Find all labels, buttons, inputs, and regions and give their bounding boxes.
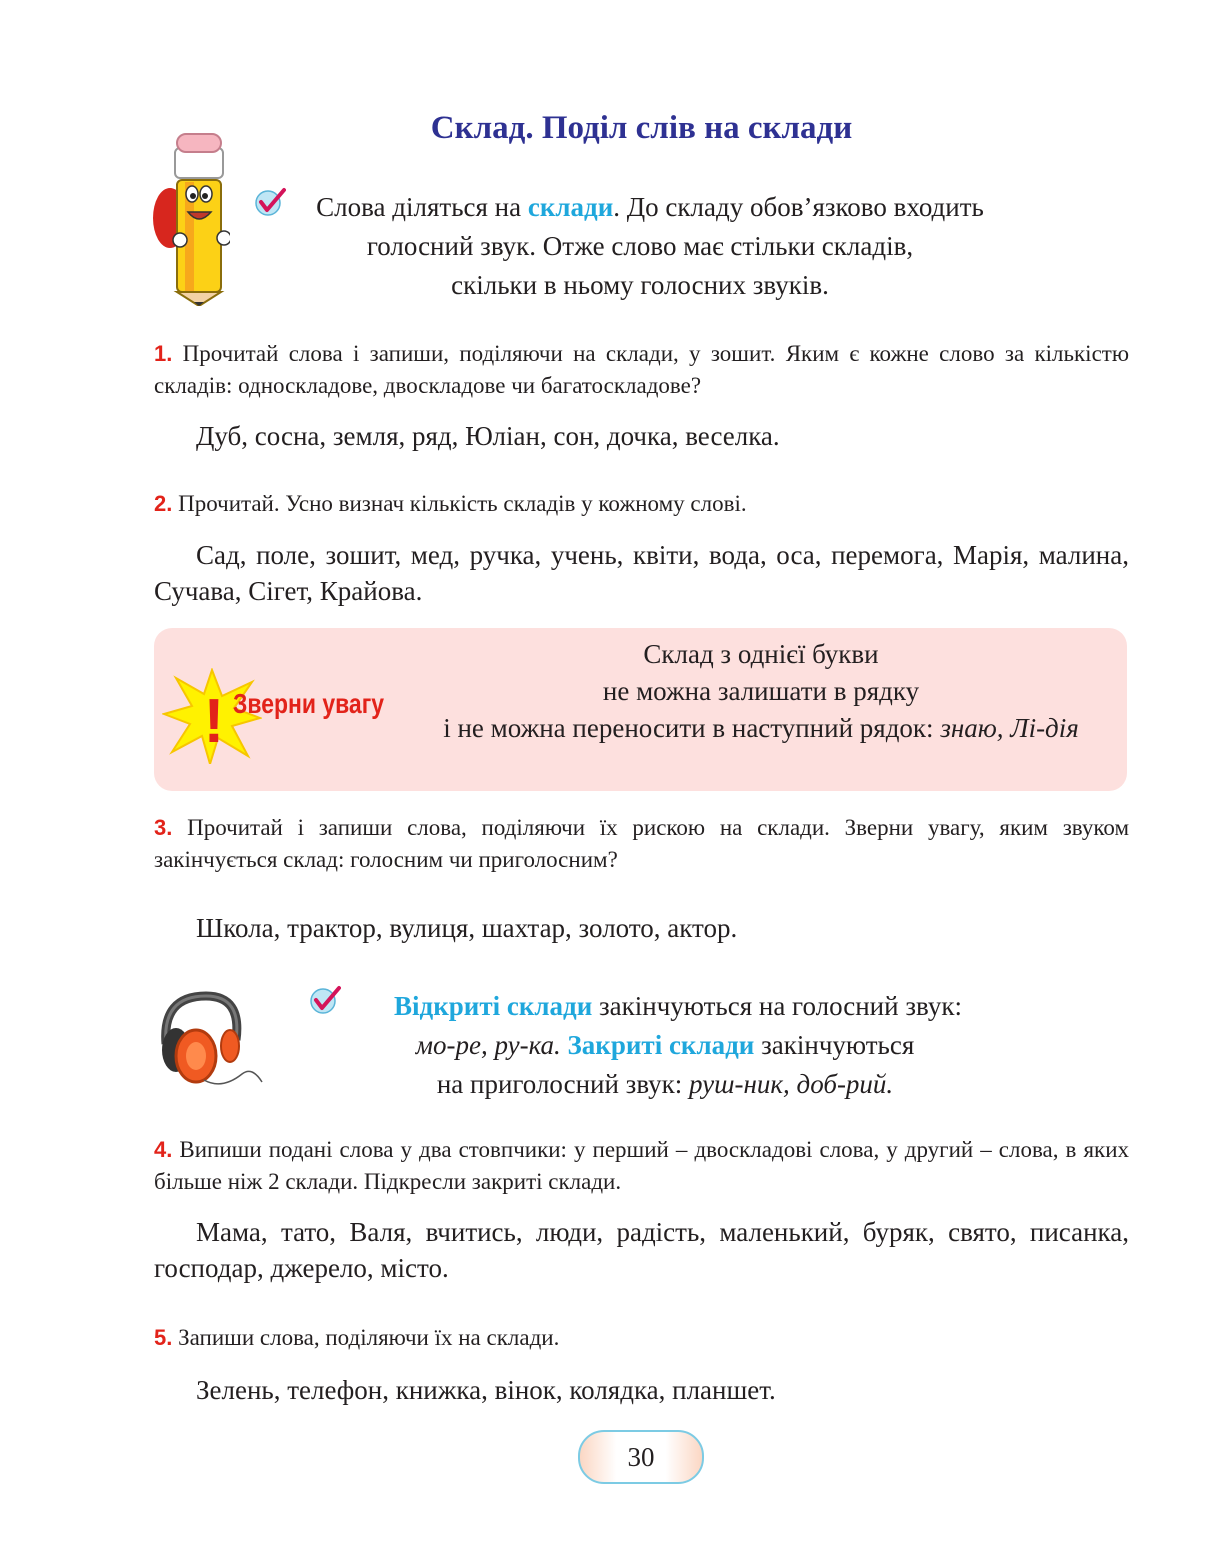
task-1 bbox=[154, 338, 1129, 402]
attention-line: не можна залишати в рядку bbox=[602, 676, 920, 706]
task-1-words: Дуб, сосна, земля, ряд, Юліан, сон, дочка, веселка. bbox=[196, 421, 780, 451]
task-4 bbox=[154, 1134, 1129, 1198]
open-example: мо-ре, ру-ка. bbox=[415, 1030, 561, 1060]
rule-text: . До складу обов’язково входить bbox=[613, 192, 984, 222]
task-text: Прочитай. Усно визнач кількість складів у кожному слові. bbox=[178, 491, 747, 516]
rule-text: закінчуються bbox=[754, 1030, 915, 1060]
attention-text bbox=[401, 636, 1121, 747]
pencil-mascot-icon bbox=[150, 128, 230, 306]
rule-text: закінчуються на голосний звук: bbox=[592, 991, 962, 1021]
rule-highlight: склади bbox=[527, 192, 614, 222]
task-5-words: Зелень, телефон, книжка, вінок, колядка, планшет. bbox=[196, 1375, 776, 1405]
rule-text: Слова діляться на bbox=[316, 192, 528, 222]
task-2 bbox=[154, 488, 1129, 520]
task-number: 2. bbox=[154, 491, 173, 516]
task-4-words: Мама, тато, Валя, вчитись, люди, радість, маленький, буряк, свято, писанка, господар, джерело, місто. bbox=[154, 1217, 1129, 1283]
task-3 bbox=[154, 812, 1129, 876]
task-5 bbox=[154, 1322, 1129, 1354]
attention-line: Склад з однієї букви bbox=[643, 639, 879, 669]
task-text: Запиши слова, поділяючи їх на склади. bbox=[178, 1325, 560, 1350]
task-number: 5. bbox=[154, 1325, 173, 1350]
task-text: Прочитай і запиши слова, поділяючи їх рискою на склади. Зверни увагу, яким звуком закінчується склад: голосним чи приголосним? bbox=[154, 815, 1130, 872]
attention-box bbox=[154, 628, 1127, 791]
page-number: 30 bbox=[578, 1430, 704, 1484]
open-closed-syllables-rule bbox=[290, 987, 1040, 1104]
task-text: Випиши подані слова у два стовпчики: у перший – двоскладові слова, у другий – слова, в яких більше ніж 2 склади. Підкресли закриті склади. bbox=[154, 1137, 1130, 1194]
page-title: Склад. Поділ слів на склади bbox=[430, 110, 853, 146]
closed-example: руш-ник, доб-рий. bbox=[689, 1069, 894, 1099]
task-number: 4. bbox=[154, 1137, 173, 1162]
task-number: 3. bbox=[154, 815, 173, 840]
rule-line: голосний звук. Отже слово має стільки складів, bbox=[366, 231, 914, 261]
task-2-words: Сад, поле, зошит, мед, ручка, учень, квіти, вода, оса, перемога, Марія, малина, Сучава, Сігет, Крайова. bbox=[154, 540, 1129, 606]
task-number: 1. bbox=[154, 341, 173, 366]
attention-label: Зверни увагу bbox=[233, 688, 385, 719]
headphones-icon bbox=[152, 990, 264, 1090]
rule-text: на приголосний звук: bbox=[436, 1069, 690, 1099]
attention-example: знаю, Лі-дія bbox=[940, 713, 1079, 743]
open-syllables-label: Відкриті склади bbox=[394, 991, 593, 1021]
attention-line: і не можна переносити в наступний рядок: bbox=[443, 713, 941, 743]
closed-syllables-label: Закриті склади bbox=[567, 1030, 755, 1060]
task-text: Прочитай слова і запиши, поділяючи на склади, у зошит. Яким є кожне слово за кількістю складів: односкладове, двоскладове чи багатоскладове? bbox=[154, 341, 1130, 398]
task-3-words: Школа, трактор, вулиця, шахтар, золото, актор. bbox=[196, 913, 738, 943]
exclamation-mark: ! bbox=[203, 687, 225, 756]
rule-line: скільки в ньому голосних звуків. bbox=[451, 270, 829, 300]
syllable-rule bbox=[240, 188, 1040, 305]
